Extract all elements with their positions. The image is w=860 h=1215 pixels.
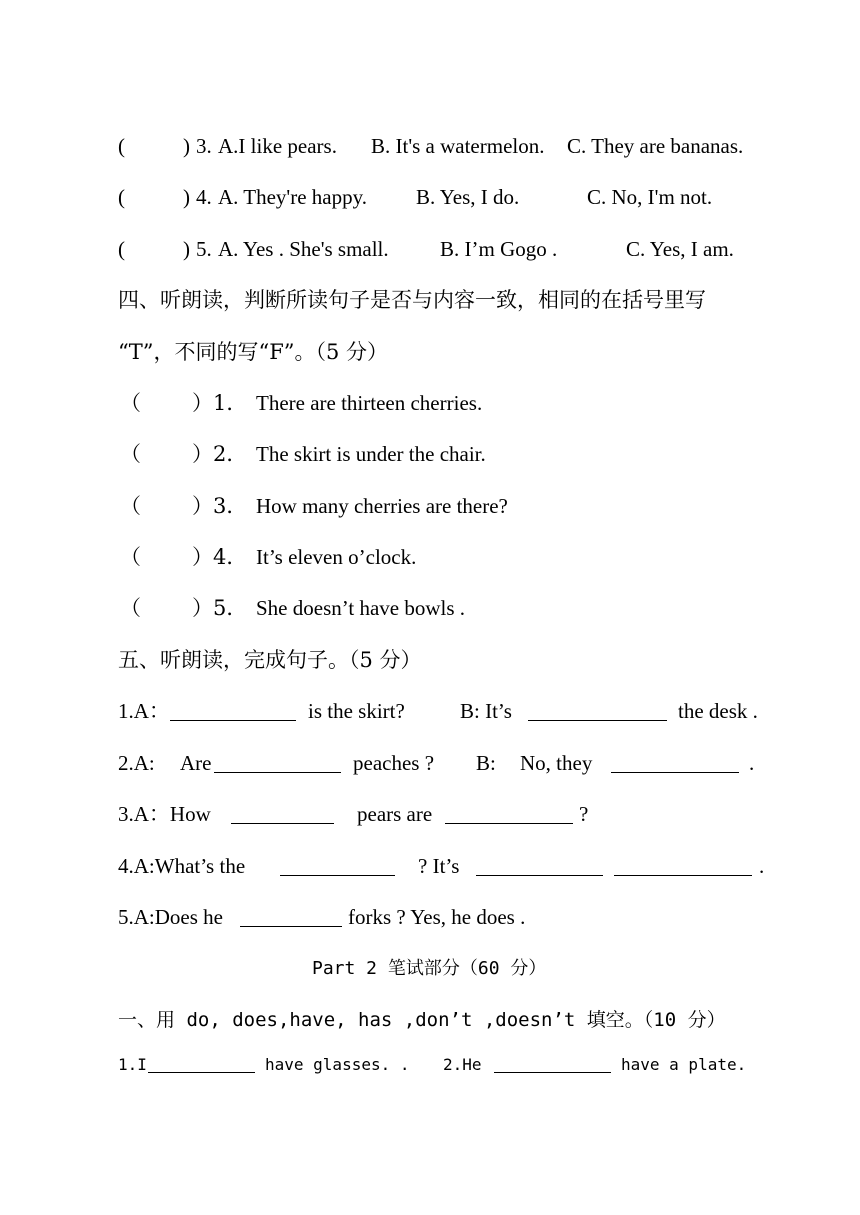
answer-blank[interactable] xyxy=(494,1054,611,1073)
section4-title-line2: “T”，不同的写“F”。（5 分） xyxy=(118,340,389,364)
q-text: have glasses. . xyxy=(265,1055,410,1074)
item-text: There are thirteen cherries. xyxy=(256,391,483,415)
answer-blank[interactable] xyxy=(528,700,667,721)
q-label: 1.I xyxy=(118,1055,147,1074)
question-number: 5. xyxy=(196,237,212,261)
item-text: It’s eleven o’clock. xyxy=(256,545,417,569)
answer-bracket-open[interactable]: ( xyxy=(118,237,125,261)
q-text: is the skirt? xyxy=(308,699,405,723)
answer-bracket-open[interactable]: （ xyxy=(120,545,141,569)
item-text: She doesn’t have bowls . xyxy=(256,596,466,620)
part2-heading: Part 2 笔试部分（60 分） xyxy=(312,958,547,979)
answer-bracket-close: ) xyxy=(183,185,190,209)
q-label: 2.He xyxy=(443,1055,482,1074)
item-number: ）4． xyxy=(192,545,248,569)
answer-blank[interactable] xyxy=(214,752,341,773)
q-text: ? It’s xyxy=(418,854,460,878)
q-text: B: It’s xyxy=(460,699,512,723)
q-text: ? xyxy=(579,802,589,826)
section4-title-line1: 四、听朗读，判断所读句子是否与内容一致，相同的在括号里写 xyxy=(118,288,706,312)
q-text: have a plate. xyxy=(621,1055,747,1074)
item-number: ）5． xyxy=(192,596,248,620)
answer-blank[interactable] xyxy=(231,803,334,824)
answer-bracket-close: ) xyxy=(183,134,190,158)
answer-blank[interactable] xyxy=(614,855,752,876)
option-b: B. I’m Gogo . xyxy=(440,237,558,261)
part2-section1-title: 一、用 do, does,have, has ,don’t ,doesn’t 填空。（10 分） xyxy=(118,1009,726,1031)
item-text: The skirt is under the chair. xyxy=(256,442,486,466)
answer-blank[interactable] xyxy=(240,906,342,927)
answer-bracket-open[interactable]: （ xyxy=(120,494,141,518)
q-label: 2.A: xyxy=(118,751,155,775)
q-text: No, they xyxy=(520,751,593,775)
answer-blank[interactable] xyxy=(280,855,395,876)
question-number: 4. xyxy=(196,185,212,209)
item-number: ）2． xyxy=(192,442,248,466)
q-label: 4.A:What’s the xyxy=(118,854,246,878)
option-a: A. They're happy. xyxy=(218,185,367,209)
option-a: A.I like pears. xyxy=(218,134,337,158)
question-number: 3. xyxy=(196,134,212,158)
option-c: C. They are bananas. xyxy=(567,134,744,158)
q-text: forks ? Yes, he does . xyxy=(348,905,526,929)
answer-bracket-close: ) xyxy=(183,237,190,261)
answer-bracket-open[interactable]: （ xyxy=(120,391,141,415)
q-text: the desk . xyxy=(678,699,758,723)
section5-title: 五、听朗读，完成句子。（5 分） xyxy=(118,648,422,672)
answer-bracket-open[interactable]: （ xyxy=(120,596,141,620)
item-text: How many cherries are there? xyxy=(256,494,508,518)
answer-blank[interactable] xyxy=(170,700,296,721)
answer-bracket-open[interactable]: ( xyxy=(118,134,125,158)
answer-blank[interactable] xyxy=(148,1054,255,1073)
q-label: 1.A： xyxy=(118,699,170,723)
q-text: pears are xyxy=(357,802,433,826)
q-text: . xyxy=(759,854,765,878)
answer-blank[interactable] xyxy=(476,855,603,876)
option-b: B. It's a watermelon. xyxy=(371,134,545,158)
q-label: 3.A：How xyxy=(118,802,211,826)
answer-bracket-open[interactable]: （ xyxy=(120,442,141,466)
option-a: A. Yes . She's small. xyxy=(218,237,389,261)
option-c: C. No, I'm not. xyxy=(587,185,713,209)
q-text: peaches ? xyxy=(353,751,435,775)
answer-blank[interactable] xyxy=(611,752,739,773)
option-c: C. Yes, I am. xyxy=(626,237,734,261)
answer-bracket-open[interactable]: ( xyxy=(118,185,125,209)
q-text: B: xyxy=(476,751,496,775)
item-number: ）1． xyxy=(192,391,248,415)
q-text: . xyxy=(749,751,755,775)
answer-blank[interactable] xyxy=(445,803,573,824)
item-number: ）3． xyxy=(192,494,248,518)
option-b: B. Yes, I do. xyxy=(416,185,520,209)
q-text: Are xyxy=(180,751,212,775)
q-label: 5.A:Does he xyxy=(118,905,223,929)
